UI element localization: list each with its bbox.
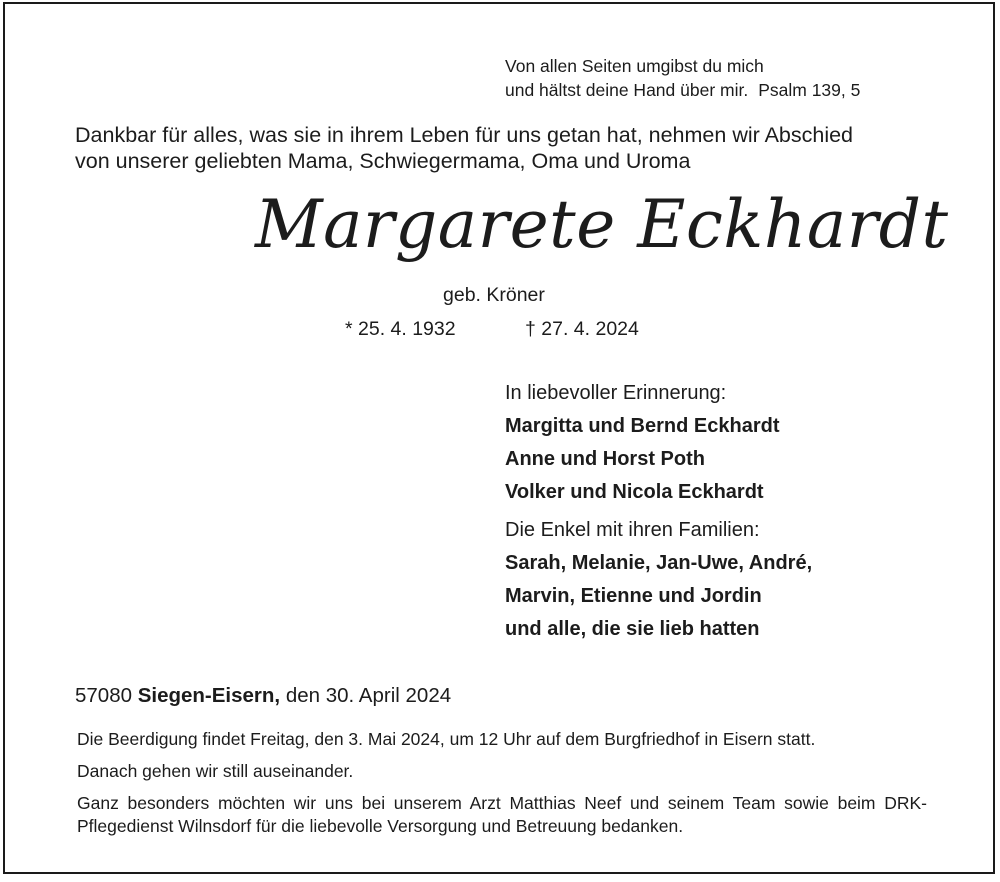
mourner-name: Anne und Horst Poth <box>505 448 705 470</box>
place-date-line <box>75 684 451 708</box>
postcode: 57080 <box>75 684 133 707</box>
thanks-text: Ganz besonders möchten wir uns bei unserem Arzt Matthias Neef und seinem Team sowie beim DRK-Pflegedienst Wilnsdorf für die liebevolle Versorgung und Betreuung bedanken. <box>77 793 927 836</box>
obituary-notice <box>3 2 995 874</box>
mourners-list <box>505 376 812 646</box>
mourners-label: In liebevoller Erinnerung: <box>505 382 727 404</box>
death-date: † 27. 4. 2024 <box>525 318 639 340</box>
intro-text <box>75 122 853 174</box>
city: Siegen-Eisern, <box>137 684 281 707</box>
date: den 30. April 2024 <box>285 684 452 707</box>
maiden-name: geb. Kröner <box>443 284 545 306</box>
grandchildren-line: Marvin, Etienne und Jordin <box>505 585 762 607</box>
birth-date: * 25. 4. 1932 <box>345 318 456 340</box>
psalm-line-1: Von allen Seiten umgibst du mich <box>505 56 764 76</box>
psalm-quote <box>505 54 860 102</box>
psalm-line-2 <box>505 78 860 102</box>
grandchildren-line: Sarah, Melanie, Jan-Uwe, André, <box>505 552 813 574</box>
intro-line-1: Dankbar für alles, was sie in ihrem Leben für uns getan hat, nehmen wir Abschied <box>75 123 854 147</box>
burial-info: Die Beerdigung findet Freitag, den 3. Mai 2024, um 12 Uhr auf dem Burgfriedhof in Eisern statt. <box>77 729 816 749</box>
grandchildren-line: und alle, die sie lieb hatten <box>505 618 760 640</box>
psalm-line-2-text: und hältst deine Hand über mir. <box>505 80 749 100</box>
deceased-name: Margarete Eckhardt <box>255 186 949 263</box>
grandchildren-label: Die Enkel mit ihren Familien: <box>505 519 760 541</box>
intro-line-2: von unserer geliebten Mama, Schwiegermama, Oma und Uroma <box>75 149 691 173</box>
psalm-reference: Psalm 139, 5 <box>758 80 861 100</box>
mourner-name: Margitta und Bernd Eckhardt <box>505 415 780 437</box>
mourner-name: Volker und Nicola Eckhardt <box>505 481 764 503</box>
after-info: Danach gehen wir still auseinander. <box>77 761 354 781</box>
